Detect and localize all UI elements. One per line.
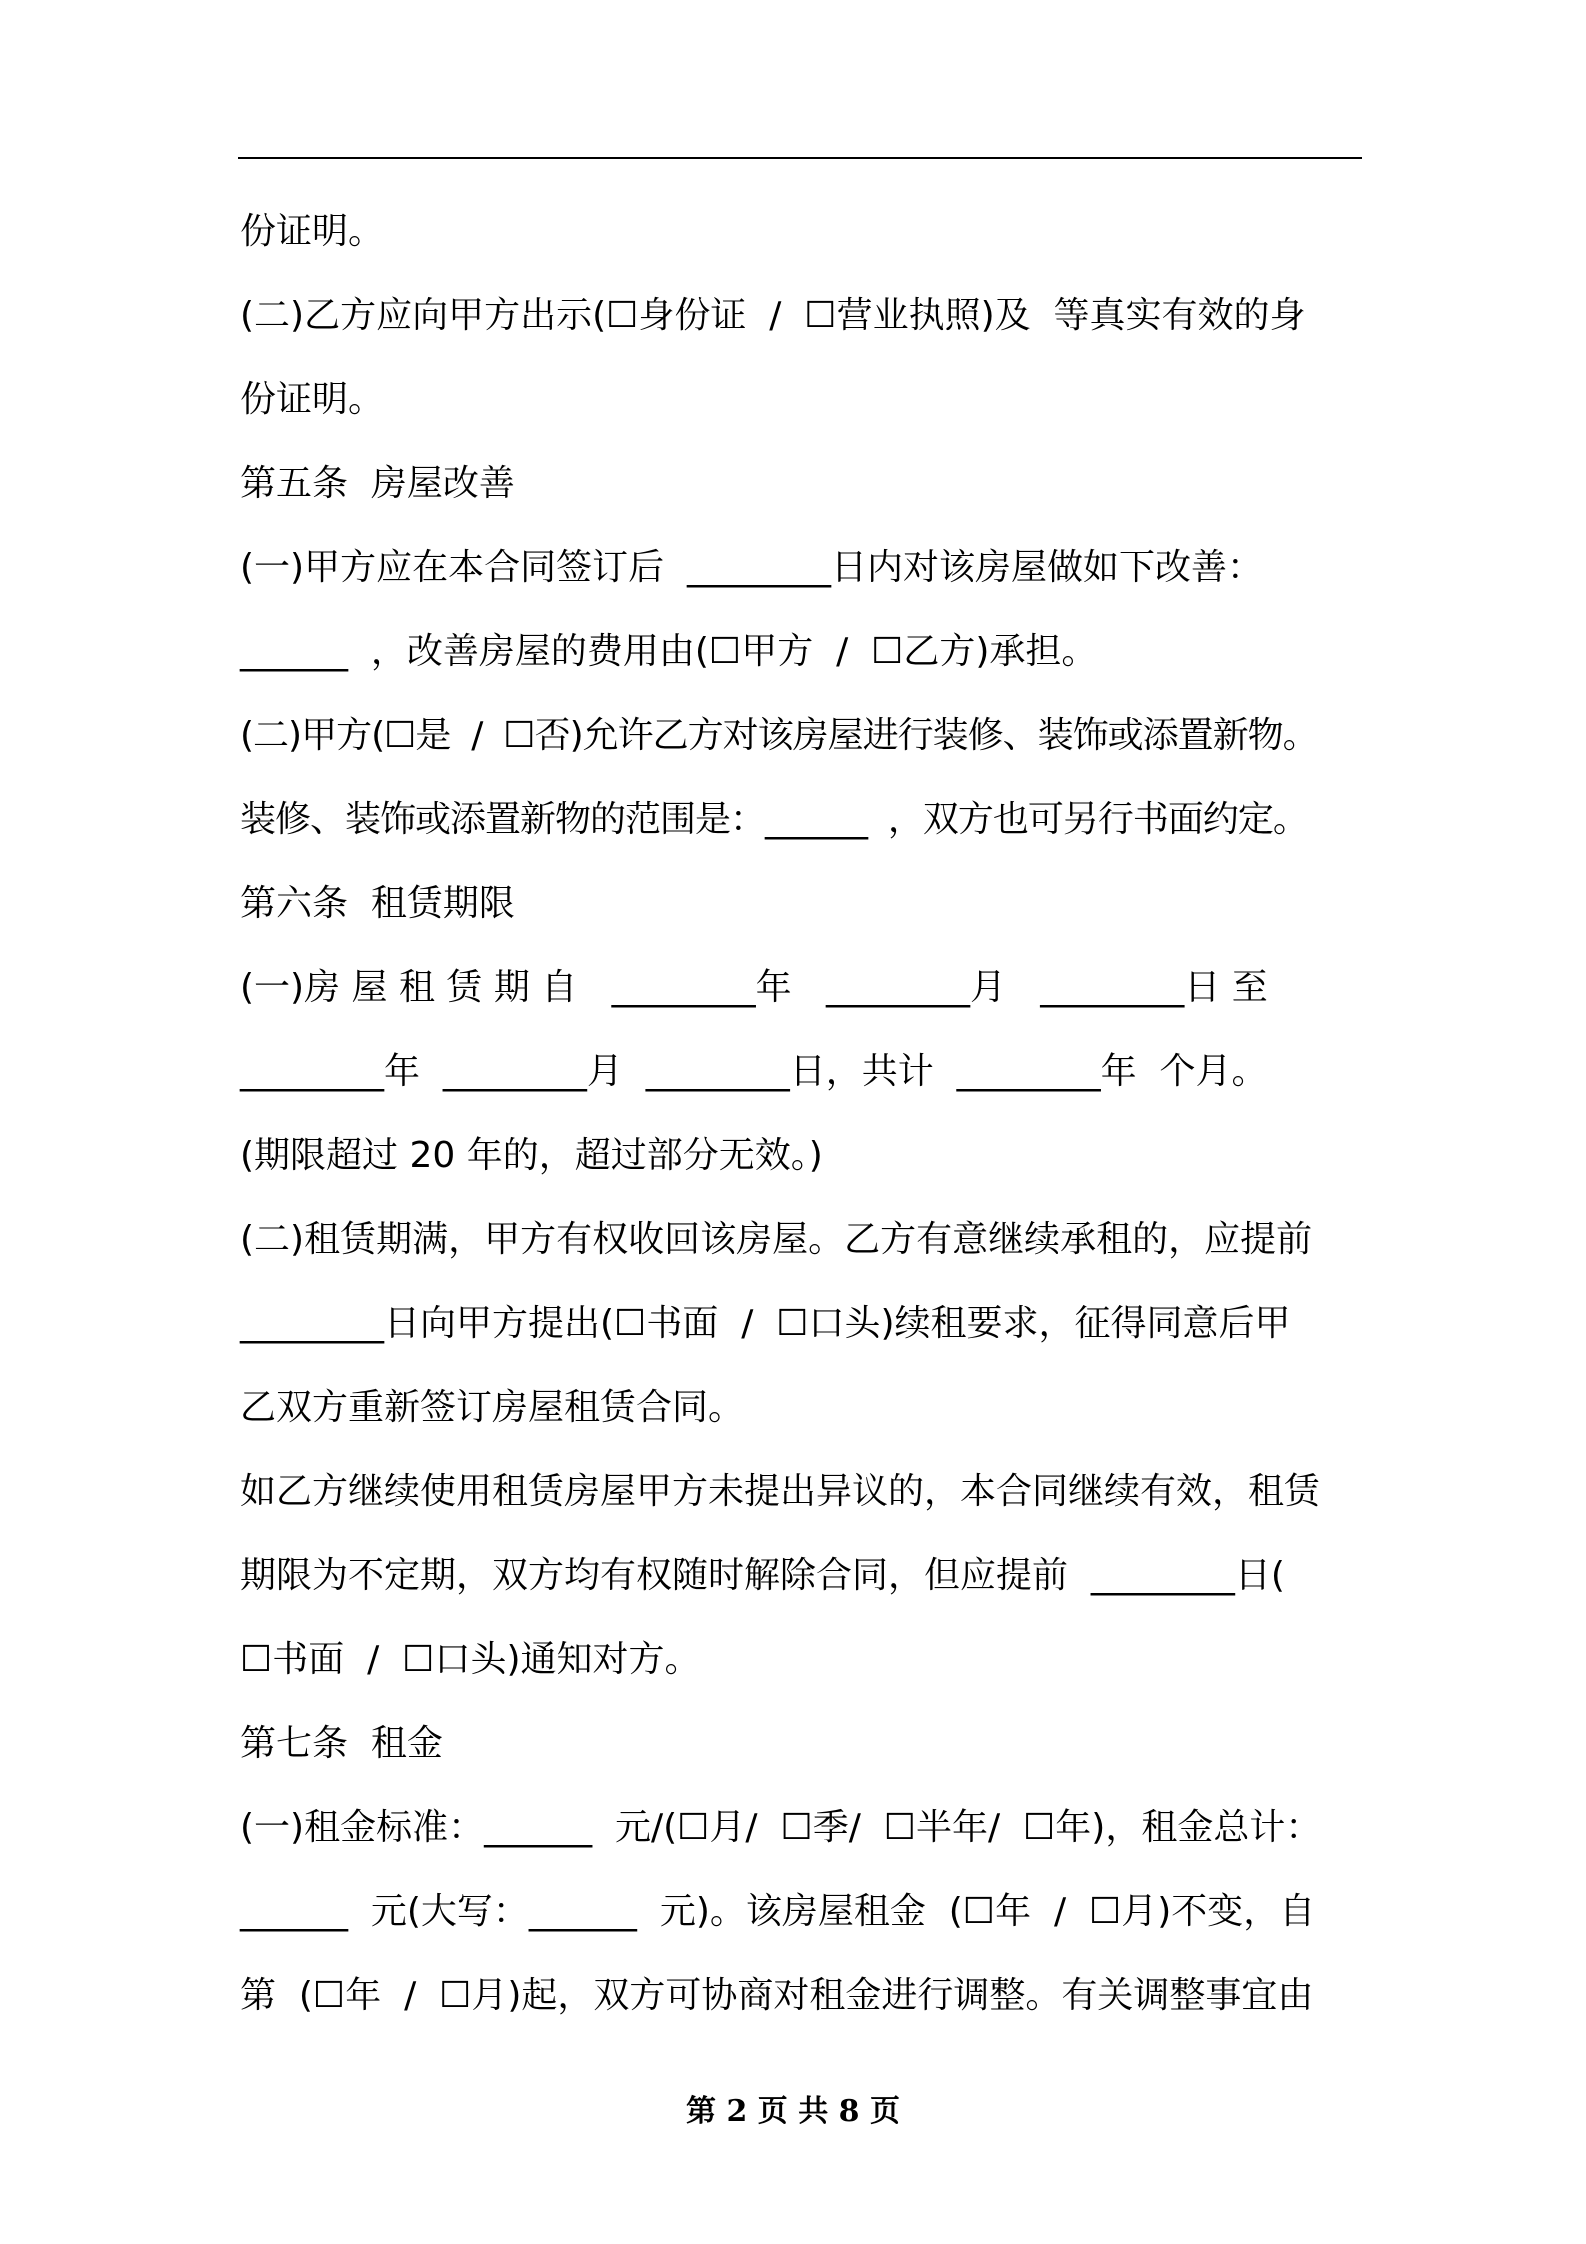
section-heading: 第五条 房屋改善 bbox=[240, 463, 515, 504]
text-line: ________日向甲方提出(☐书面 / ☐口头)续租要求，征得同意后甲 bbox=[240, 1303, 1291, 1344]
header-rule bbox=[238, 157, 1362, 159]
text-line: 乙双方重新签订房屋租赁合同。 bbox=[240, 1387, 745, 1428]
text-line: 份证明。 bbox=[240, 211, 385, 252]
text-line: 第 (☐年 / ☐月)起，双方可协商对租金进行调整。有关调整事宜由 bbox=[240, 1975, 1314, 2016]
page-number: 第 2 页 共 8 页 bbox=[686, 2094, 900, 2129]
section-heading: 第六条 租赁期限 bbox=[240, 883, 515, 924]
text-line: (二)租赁期满，甲方有权收回该房屋。乙方有意继续承租的，应提前 bbox=[240, 1219, 1313, 1260]
document-body bbox=[240, 196, 1390, 2044]
text-line: ☐书面 / ☐口头)通知对方。 bbox=[240, 1639, 701, 1680]
section-heading: 第七条 租金 bbox=[240, 1723, 443, 1764]
text-line: ______ ，改善房屋的费用由(☐甲方 / ☐乙方)承担。 bbox=[240, 631, 1098, 672]
text-line: (二)乙方应向甲方出示(☐身份证 / ☐营业执照)及 等真实有效的身 bbox=[240, 295, 1306, 336]
text-line: (一)房 屋 租 赁 期 自 ________年 ________月 ________日 至 bbox=[240, 967, 1268, 1008]
text-line: (一)租金标准：______ 元/(☐月/ ☐季/ ☐半年/ ☐年)，租金总计： bbox=[240, 1807, 1322, 1848]
text-line: ________年 ________月 ________日，共计 ________年 个月。 bbox=[240, 1051, 1268, 1092]
text-line: (二)甲方(☐是 / ☐否)允许乙方对该房屋进行装修、装饰或添置新物。 bbox=[240, 715, 1318, 756]
text-line: (期限超过 20 年的，超过部分无效。) bbox=[240, 1135, 823, 1176]
text-line: 装修、装饰或添置新物的范围是：______ ，双方也可另行书面约定。 bbox=[240, 799, 1308, 840]
text-line: 份证明。 bbox=[240, 379, 385, 420]
text-line: 如乙方继续使用租赁房屋甲方未提出异议的，本合同继续有效，租赁 bbox=[240, 1471, 1321, 1512]
text-line: (一)甲方应在本合同签订后 ________日内对该房屋做如下改善： bbox=[240, 547, 1263, 588]
text-line: ______ 元(大写：______ 元)。该房屋租金 (☐年 / ☐月)不变，自 bbox=[240, 1891, 1316, 1932]
text-line: 期限为不定期，双方均有权随时解除合同，但应提前 ________日( bbox=[240, 1555, 1285, 1596]
